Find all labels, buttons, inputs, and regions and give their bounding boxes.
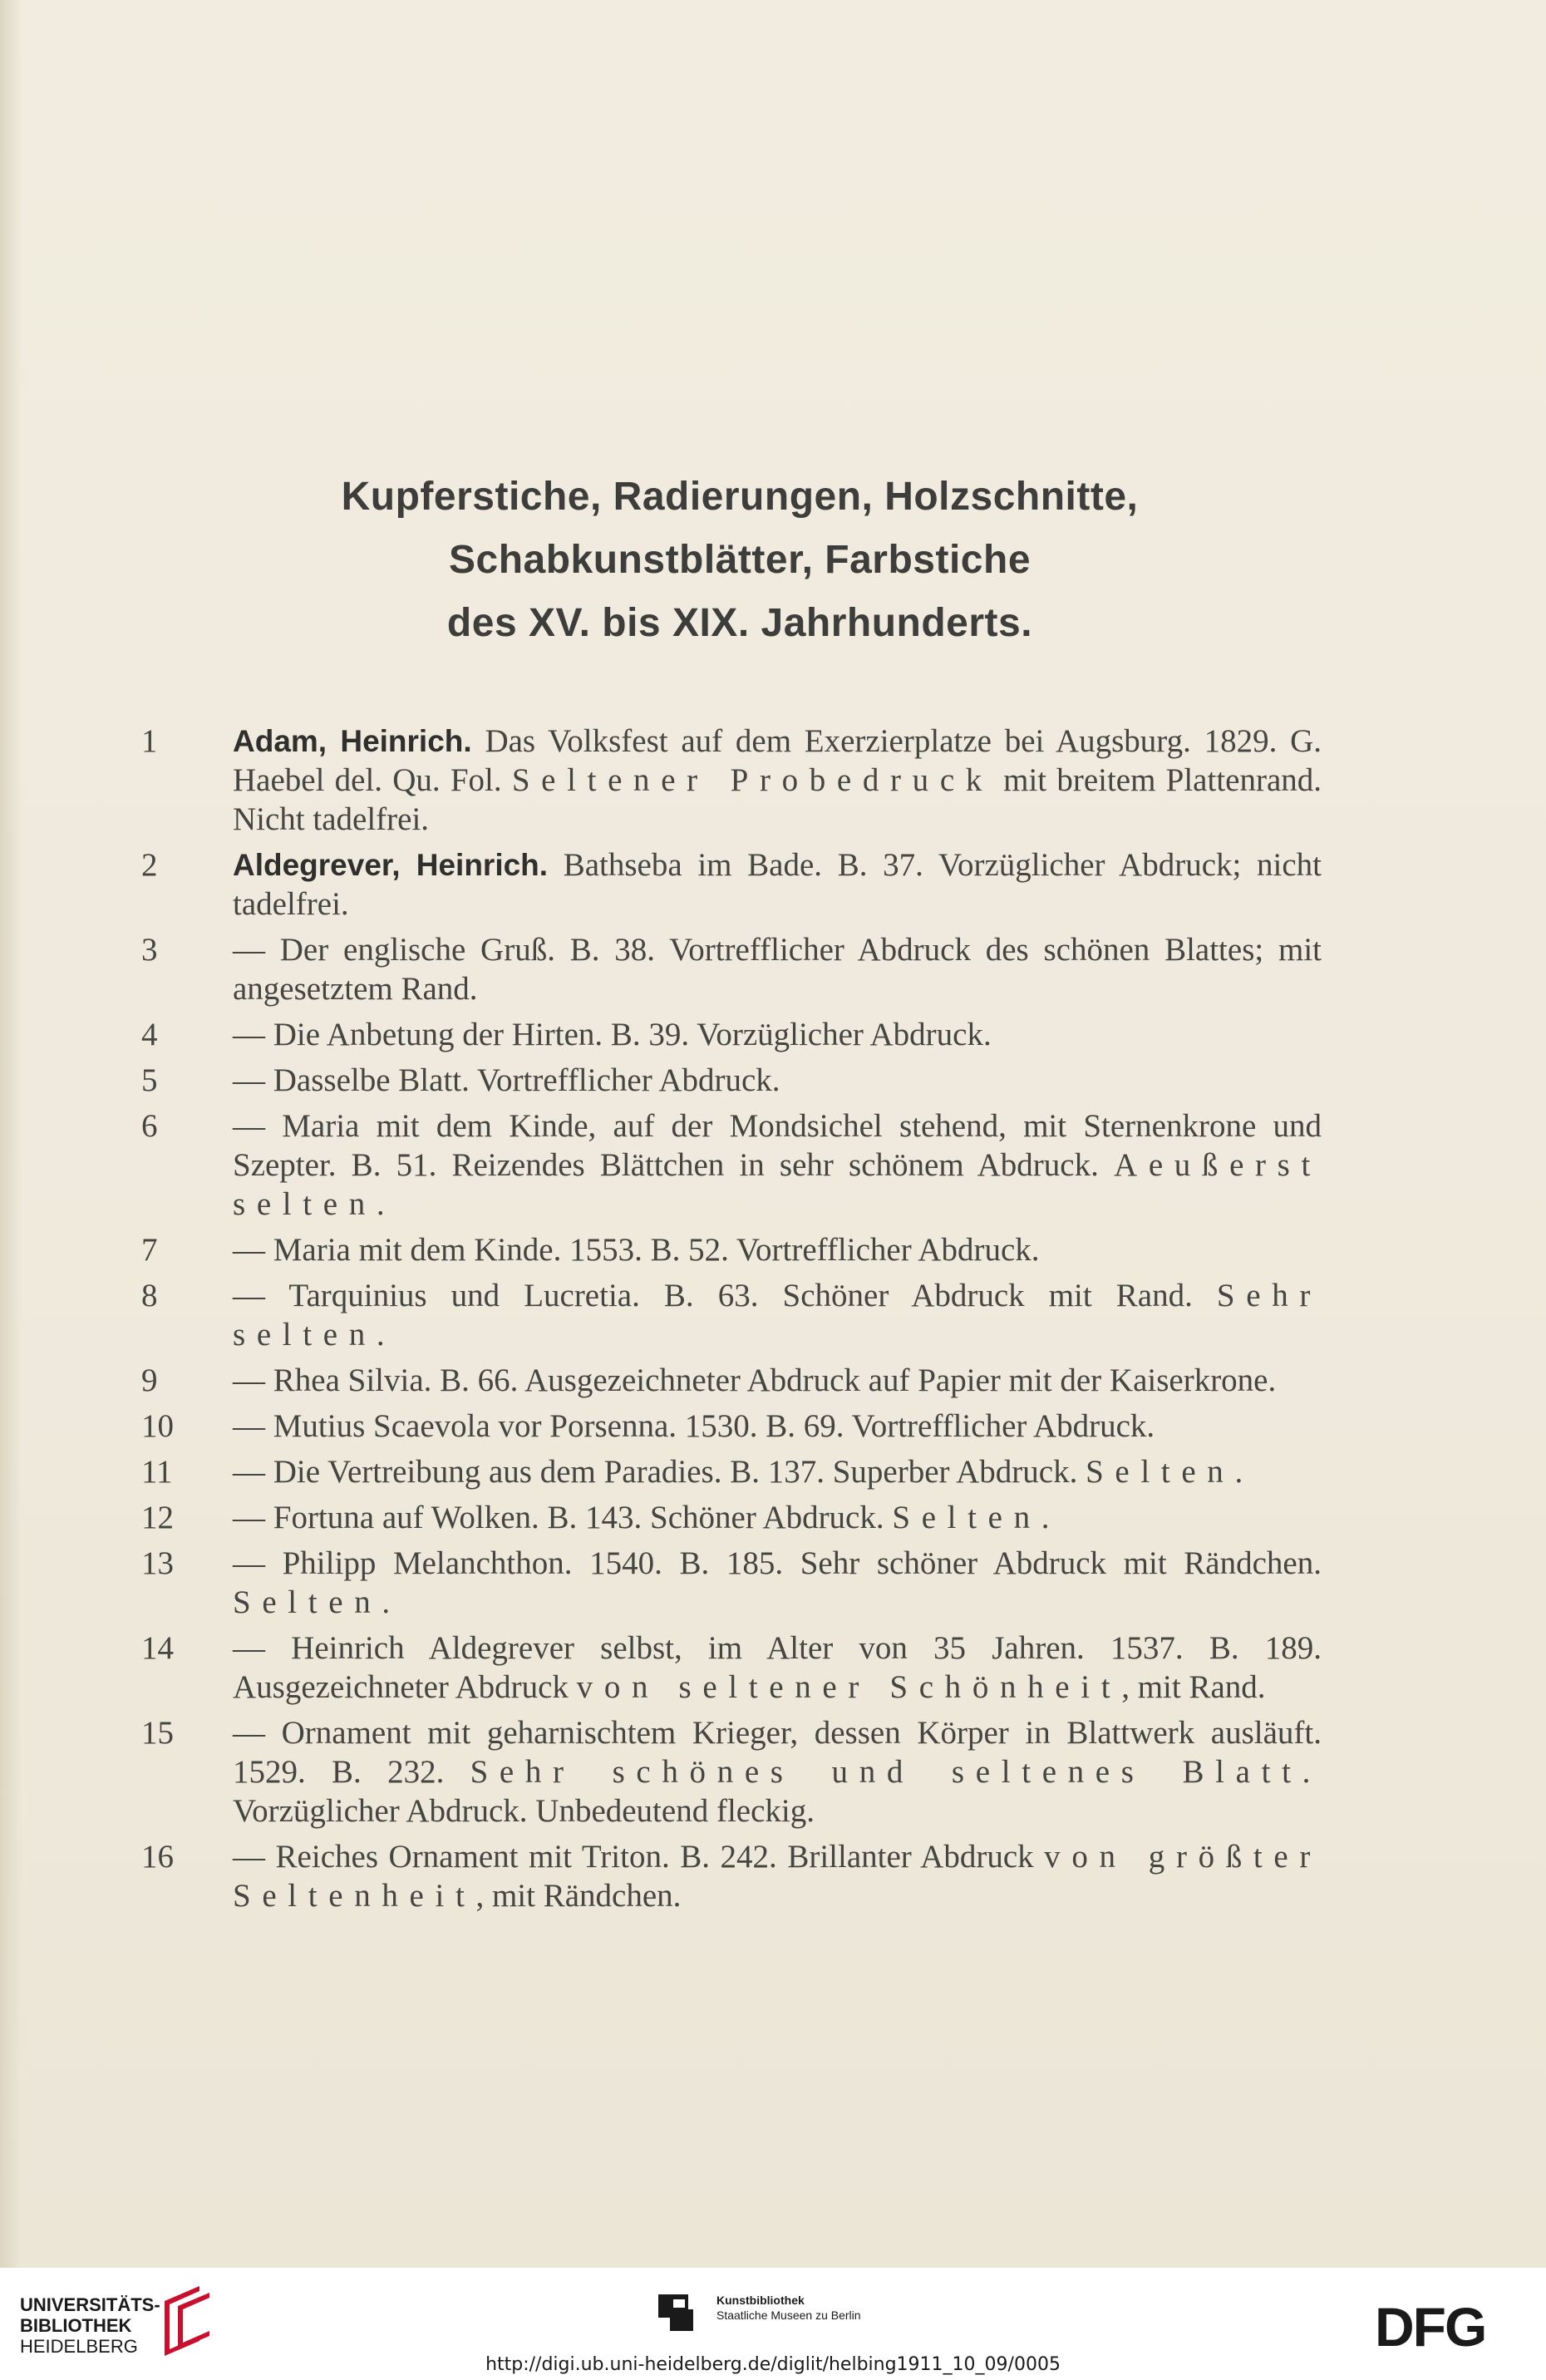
catalog-entry-list bbox=[141, 722, 1322, 1922]
entry-text-segment: — Maria mit dem Kinde. 1553. B. 52. Vortrefflicher Abdruck. bbox=[233, 1232, 1040, 1268]
spaced-emphasis: Sehr schönes und seltenes Blatt. bbox=[470, 1754, 1322, 1790]
entry-text-segment: — Heinrich Aldegrever selbst, im Alter von 35 Jahren. 1537. B. 189. Ausgezeichneter Abdruck bbox=[233, 1630, 1322, 1705]
entry-number: 10 bbox=[141, 1408, 174, 1444]
spaced-emphasis: Seltener Probedruck bbox=[511, 762, 993, 798]
catalog-entry bbox=[141, 930, 1322, 1008]
entry-text bbox=[233, 1062, 780, 1098]
entry-text-segment: Das Volksfest auf dem Exerzierplatze bei Augsburg. 1829. G. Haebel del. Qu. Fol. bbox=[233, 723, 1322, 798]
spaced-emphasis: Selten. bbox=[233, 1584, 401, 1620]
entry-text-segment: — Der englische Gruß. B. 38. Vortrefflicher Abdruck des schönen Blattes; mit angesetztem Rand. bbox=[233, 932, 1322, 1007]
entry-number: 14 bbox=[141, 1630, 174, 1666]
library-logo-line: HEIDELBERG bbox=[20, 2336, 138, 2357]
entry-text bbox=[233, 847, 1322, 922]
library-logo-line: BIBLIOTHEK bbox=[20, 2315, 132, 2336]
entry-text-segment: Bathseba im Bade. B. 37. Vorzüglicher Abdruck; nicht tadelfrei. bbox=[233, 847, 1322, 922]
catalog-entry bbox=[141, 1361, 1322, 1400]
catalog-entry bbox=[141, 1015, 1322, 1054]
entry-text bbox=[233, 1839, 1322, 1914]
entry-number: 6 bbox=[141, 1108, 158, 1144]
entry-text-segment: , mit Rand. bbox=[1121, 1669, 1266, 1705]
spaced-emphasis: Selten. bbox=[892, 1500, 1061, 1535]
catalog-entry bbox=[141, 1629, 1322, 1707]
spaced-emphasis: Selten. bbox=[1086, 1454, 1254, 1490]
entry-text bbox=[233, 1232, 1040, 1268]
spaced-emphasis: von größter Seltenheit bbox=[233, 1839, 1322, 1914]
entry-text bbox=[233, 1500, 1061, 1535]
entry-text-segment: , mit Rändchen. bbox=[475, 1878, 682, 1914]
heading-line-2: Schabkunstblätter, Farbstiche bbox=[448, 538, 1031, 582]
heading-line-1: Kupferstiche, Radierungen, Holzschnitte, bbox=[341, 475, 1139, 519]
entry-text bbox=[233, 1545, 1322, 1620]
entry-number: 7 bbox=[141, 1232, 158, 1268]
entry-text-segment: — Dasselbe Blatt. Vortrefflicher Abdruck. bbox=[233, 1062, 780, 1098]
catalog-entry bbox=[141, 1544, 1322, 1622]
entry-text-segment: — Fortuna auf Wolken. B. 143. Schöner Abdruck. bbox=[233, 1500, 893, 1535]
entry-text bbox=[233, 1454, 1254, 1490]
artist-name: Adam, Heinrich. bbox=[233, 724, 472, 758]
artist-name: Aldegrever, Heinrich. bbox=[233, 848, 549, 882]
entry-number: 2 bbox=[141, 847, 158, 883]
entry-text-segment: — Reiches Ornament mit Triton. B. 242. Brillanter Abdruck bbox=[233, 1839, 1045, 1875]
entry-number: 11 bbox=[141, 1454, 173, 1490]
catalog-entry bbox=[141, 1837, 1322, 1915]
catalog-entry bbox=[141, 1106, 1322, 1224]
catalog-entry bbox=[141, 1061, 1322, 1100]
entry-number: 5 bbox=[141, 1062, 158, 1098]
page-heading bbox=[208, 466, 1272, 655]
catalog-entry bbox=[141, 1230, 1322, 1269]
entry-text-segment: — Maria mit dem Kinde, auf der Mondsichel stehend, mit Sternenkrone und Szepter. B. 51. Reizendes Blättchen in sehr schönem Abdruck. bbox=[233, 1108, 1322, 1183]
university-library-mark-icon bbox=[158, 2283, 216, 2358]
entry-number: 12 bbox=[141, 1500, 174, 1535]
entry-text bbox=[233, 723, 1322, 837]
entry-text bbox=[233, 1108, 1322, 1222]
entry-number: 9 bbox=[141, 1362, 158, 1398]
entry-text bbox=[233, 1408, 1155, 1444]
heading-line-3: des XV. bis XIX. Jahrhunderts. bbox=[446, 601, 1033, 645]
catalog-entry bbox=[141, 722, 1322, 839]
entry-text-segment: — Tarquinius und Lucretia. B. 63. Schöner Abdruck mit Rand. bbox=[233, 1278, 1217, 1313]
permalink-url[interactable]: http://digi.ub.uni-heidelberg.de/diglit/helbing1911_10_09/0005 bbox=[485, 2354, 1061, 2375]
entry-text-segment: — Mutius Scaevola vor Porsenna. 1530. B. 69. Vortrefflicher Abdruck. bbox=[233, 1408, 1155, 1444]
entry-text bbox=[233, 1017, 992, 1052]
entry-text bbox=[233, 932, 1322, 1007]
entry-number: 15 bbox=[141, 1715, 174, 1751]
entry-text bbox=[233, 1715, 1322, 1829]
entry-number: 16 bbox=[141, 1839, 174, 1875]
spaced-emphasis: von seltener Schönheit bbox=[576, 1669, 1122, 1705]
entry-text-segment: — Philipp Melanchthon. 1540. B. 185. Sehr schöner Abdruck mit Rändchen. bbox=[233, 1545, 1322, 1581]
entry-text-segment: — Rhea Silvia. B. 66. Ausgezeichneter Abdruck auf Papier mit der Kaiserkrone. bbox=[233, 1362, 1277, 1398]
catalog-entry bbox=[141, 1498, 1322, 1537]
entry-number: 8 bbox=[141, 1278, 158, 1313]
entry-number: 1 bbox=[141, 723, 158, 759]
university-library-logo[interactable] bbox=[20, 2294, 160, 2357]
entry-text-segment: — Die Vertreibung aus dem Paradies. B. 137. Superber Abdruck. bbox=[233, 1454, 1086, 1490]
entry-text bbox=[233, 1278, 1322, 1353]
entry-text bbox=[233, 1630, 1322, 1705]
entry-number: 3 bbox=[141, 932, 158, 968]
spaced-emphasis: Aeußerst selten. bbox=[233, 1147, 1322, 1222]
catalog-entry bbox=[141, 1407, 1322, 1446]
entry-text-segment: mit breitem Plattenrand. Nicht tadelfrei. bbox=[233, 762, 1322, 837]
spaced-emphasis: Sehr selten. bbox=[233, 1278, 1322, 1353]
catalog-entry bbox=[141, 1713, 1322, 1831]
library-logo-line: UNIVERSITÄTS- bbox=[20, 2294, 160, 2315]
catalog-entry bbox=[141, 1276, 1322, 1354]
entry-text bbox=[233, 1362, 1276, 1398]
entry-text-segment: — Die Anbetung der Hirten. B. 39. Vorzüglicher Abdruck. bbox=[233, 1017, 992, 1052]
catalog-entry bbox=[141, 1452, 1322, 1491]
entry-number: 13 bbox=[141, 1545, 174, 1581]
entry-text-segment: — Ornament mit geharnischtem Krieger, dessen Körper in Blattwerk ausläuft. 1529. B. 232. bbox=[233, 1715, 1322, 1790]
kunstbibliothek-title: Kunstbibliothek bbox=[716, 2294, 805, 2307]
entry-number: 4 bbox=[141, 1017, 158, 1052]
footer-bar bbox=[0, 2268, 1546, 2380]
catalog-entry bbox=[141, 845, 1322, 924]
entry-text-segment: Vorzüglicher Abdruck. Unbedeutend fleckig. bbox=[233, 1793, 815, 1829]
kunstbibliothek-mark-icon bbox=[658, 2294, 707, 2331]
dfg-logo[interactable]: DFG bbox=[1375, 2296, 1486, 2358]
kunstbibliothek-subtitle: Staatliche Museen zu Berlin bbox=[716, 2309, 861, 2322]
